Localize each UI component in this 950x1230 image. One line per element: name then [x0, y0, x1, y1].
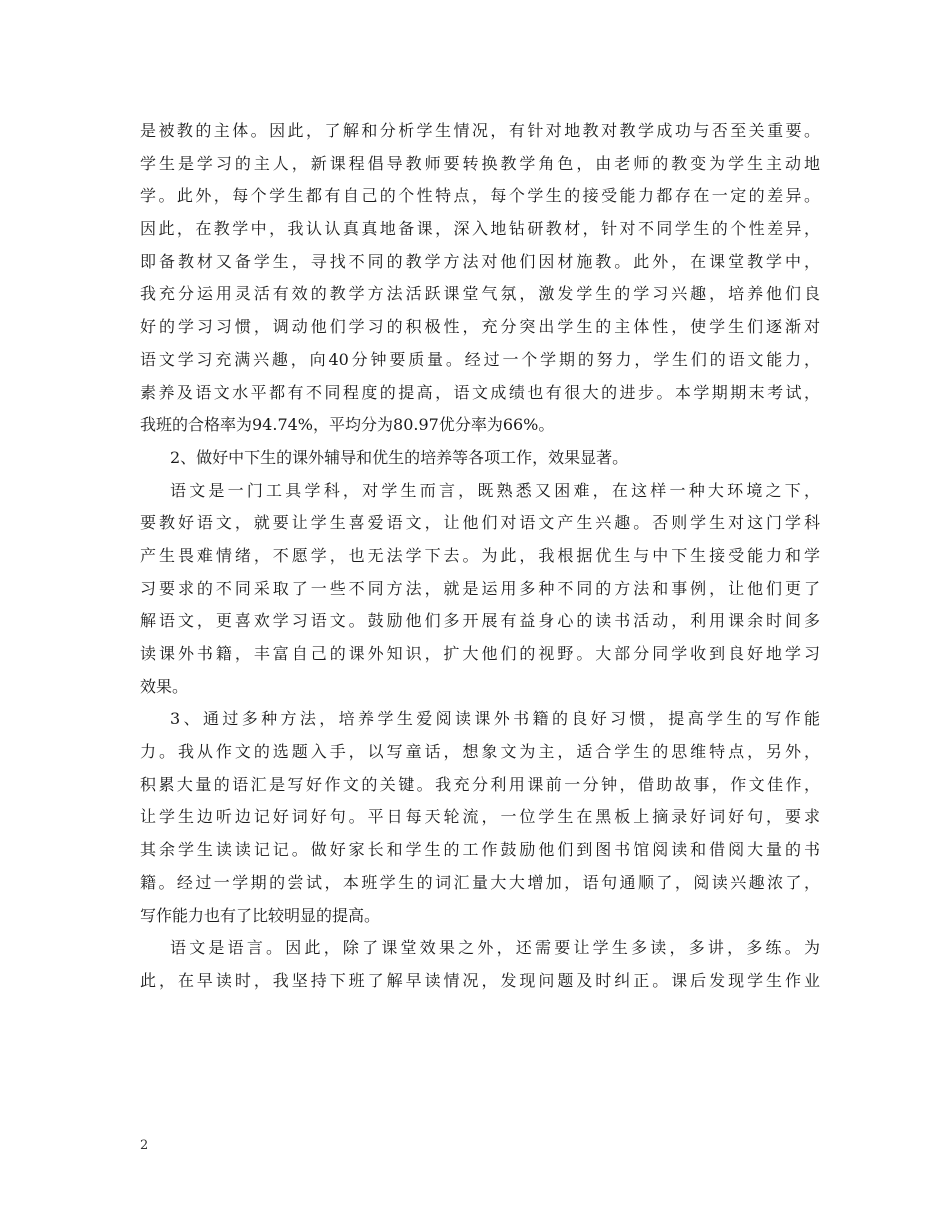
text-line: 写作能力也有了比较明显的提高。 [140, 905, 381, 925]
text-line: 语文是一门工具学科，对学生而言，既熟悉又困难，在这样一种大环境之下， [170, 480, 820, 500]
text-line: 籍。经过一学期的尝试，本班学生的词汇量大大增加，语句通顺了，阅读兴趣浓了， [140, 872, 820, 892]
text-line: 此，在早读时，我坚持下班了解早读情况，发现问题及时纠正。课后发现学生作业 [140, 970, 820, 990]
text-line: 力。我从作文的选题入手，以写童话，想象文为主，适合学生的思维特点，另外， [140, 742, 820, 762]
text-line: 积累大量的语汇是写好作文的关键。我充分利用课前一分钟，借助故事，作文佳作， [140, 774, 820, 794]
paragraph [140, 932, 820, 997]
text-line: 我班的合格率为94.74%，平均分为80.97优分率为66%。 [140, 415, 555, 435]
text-line: 产生畏难情绪，不愿学，也无法学下去。为此，我根据优生与中下生接受能力和学 [140, 545, 820, 565]
text-line: 其余学生读读记记。做好家长和学生的工作鼓励他们到图书馆阅读和借阅大量的书 [140, 840, 820, 860]
text-line: 语文是语言。因此，除了课堂效果之外，还需要让学生多读，多讲，多练。为 [170, 938, 820, 958]
text-line: 读课外书籍，丰富自己的课外知识，扩大他们的视野。大部分同学收到良好地学习 [140, 644, 820, 663]
paragraph [140, 442, 820, 475]
text-line: 即备教材又备学生，寻找不同的教学方法对他们因材施教。此外，在课堂教学中， [140, 251, 820, 271]
text-line: 习要求的不同采取了一些不同方法，就是运用多种不同的方法和事例，让他们更了 [140, 578, 820, 598]
text-line: 学生是学习的主人，新课程倡导教师要转换教学角色，由老师的教变为学生主动地 [140, 153, 820, 173]
text-line: 好的学习习惯，调动他们学习的积极性，充分突出学生的主体性，使学生们逐渐对 [140, 317, 820, 337]
text-line: 因此，在教学中，我认认真真地备课，深入地钻研教材，针对不同学生的个性差异， [140, 219, 820, 239]
text-line: 效果。 [140, 676, 189, 696]
paragraph [140, 475, 820, 704]
document-body [140, 115, 820, 998]
text-line: 我充分运用灵活有效的教学方法活跃课堂气氛，激发学生的学习兴趣，培养他们良 [140, 284, 820, 304]
text-line: 2、做好中下生的课外辅导和优生的培养等各项工作，效果显著。 [170, 447, 629, 467]
page-number: 2 [140, 1138, 149, 1153]
text-line: 解语文，更喜欢学习语文。鼓励他们多开展有益身心的读书活动，利用课余时间多 [140, 611, 820, 631]
text-line: 学。此外，每个学生都有自己的个性特点，每个学生的接受能力都存在一定的差异。 [140, 186, 820, 206]
paragraph [140, 703, 820, 932]
text-line: 语文学习充满兴趣，向40分钟要质量。经过一个学期的努力，学生们的语文能力， [140, 349, 820, 369]
text-line: 是被教的主体。因此，了解和分析学生情况，有针对地教对教学成功与否至关重要。 [140, 121, 820, 140]
text-line: 要教好语文，就要让学生喜爱语文，让他们对语文产生兴趣。否则学生对这门学科 [140, 513, 820, 533]
paragraph [140, 115, 820, 442]
text-line: 3、通过多种方法，培养学生爱阅读课外书籍的良好习惯，提高学生的写作能 [170, 709, 820, 729]
text-line: 素养及语文水平都有不同程度的提高，语文成绩也有很大的进步。本学期期末考试， [140, 382, 820, 402]
text-line: 让学生边听边记好词好句。平日每天轮流，一位学生在黑板上摘录好词好句，要求 [140, 807, 820, 827]
